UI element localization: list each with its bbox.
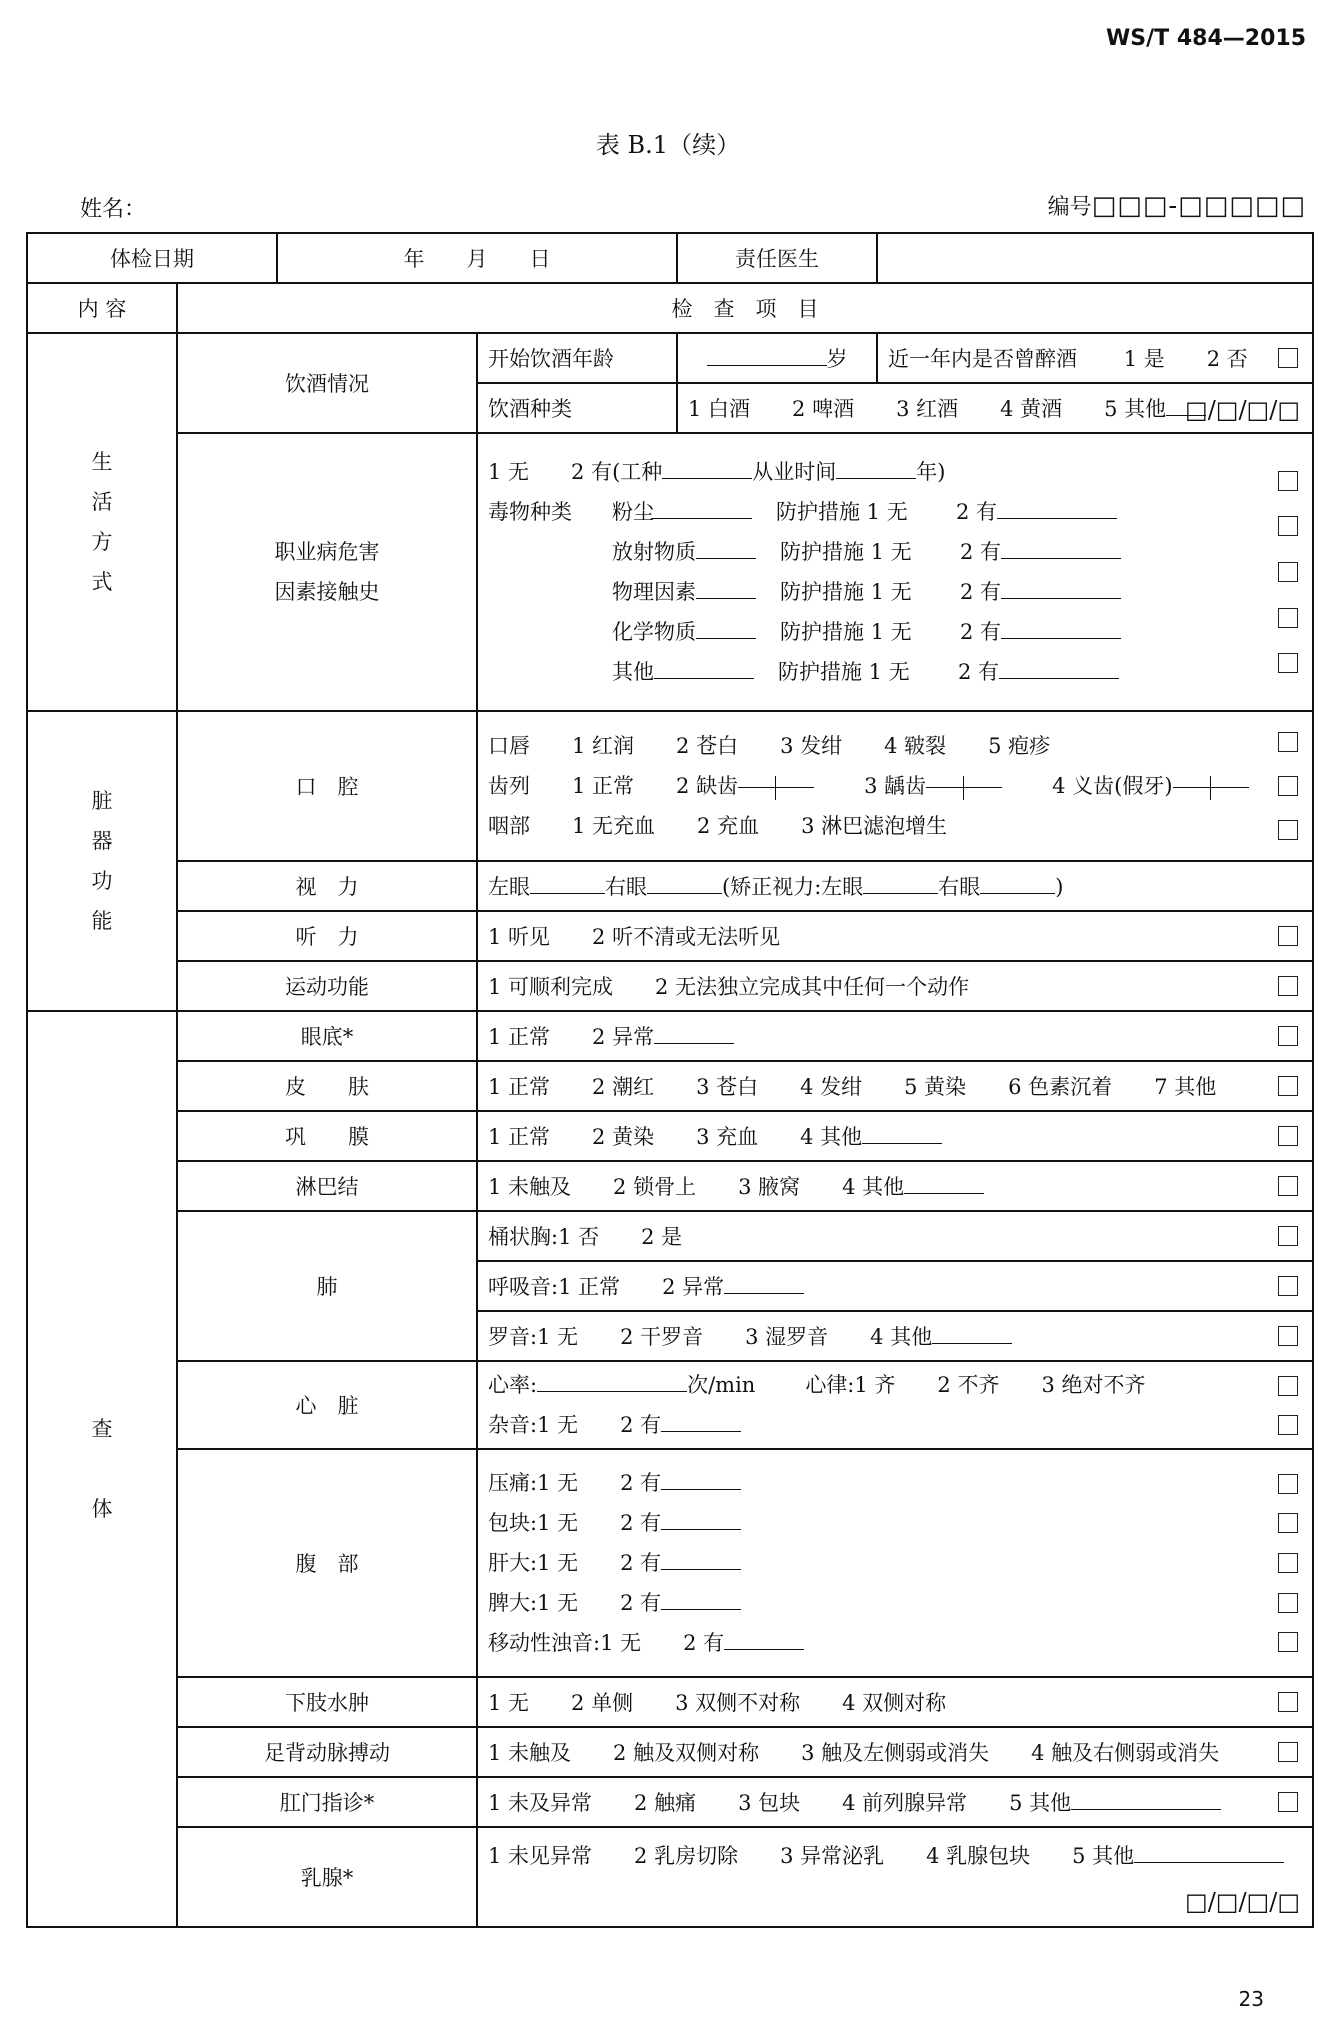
motor-label: 运动功能 bbox=[177, 961, 477, 1011]
drunk-question-text: 近一年内是否曾醉酒 bbox=[888, 347, 1077, 371]
lifestyle-group bbox=[27, 333, 177, 711]
name-label: 姓名： bbox=[80, 197, 147, 222]
toxin-label: 毒物种类 bbox=[488, 500, 572, 524]
heart-label: 心 脏 bbox=[177, 1361, 477, 1449]
hearing-text: 1 听见 2 听不清或无法听见 bbox=[488, 925, 781, 949]
protect-label: 防护措施 1 无 bbox=[776, 500, 908, 524]
checkbox[interactable] bbox=[1278, 820, 1298, 840]
rales-text: 罗音:1 无 2 干罗音 3 湿罗音 4 其他 bbox=[488, 1325, 933, 1349]
group-char: 器 bbox=[91, 829, 113, 853]
kinds-label: 饮酒种类 bbox=[477, 383, 677, 433]
number-label bbox=[1048, 190, 1306, 221]
checkbox[interactable] bbox=[1278, 1126, 1298, 1146]
toxin-item: 化学物质 bbox=[612, 620, 696, 644]
checkbox[interactable] bbox=[1278, 1792, 1298, 1812]
lung-label: 肺 bbox=[177, 1211, 477, 1361]
protect-have: 2 有 bbox=[958, 660, 1000, 684]
protect-have: 2 有 bbox=[960, 540, 1002, 564]
fundus-text: 1 正常 2 异常 bbox=[488, 1025, 655, 1049]
protect-label: 防护措施 1 无 bbox=[780, 620, 912, 644]
vision-text: 左眼 bbox=[488, 875, 530, 899]
abdomen-item: 压痛:1 无 2 有 bbox=[488, 1471, 662, 1495]
group-char: 体 bbox=[91, 1497, 113, 1521]
checkbox[interactable] bbox=[1278, 1692, 1298, 1712]
fundus-label: 眼底* bbox=[177, 1011, 477, 1061]
group-char: 脏 bbox=[91, 789, 113, 813]
standard-code: WS/T 484—2015 bbox=[1106, 26, 1306, 51]
drinking-label: 饮酒情况 bbox=[177, 333, 477, 433]
drunk-question bbox=[877, 333, 1313, 383]
checkbox[interactable] bbox=[1278, 1632, 1298, 1652]
sclera-content bbox=[477, 1111, 1313, 1161]
oral-label: 口 腔 bbox=[177, 711, 477, 861]
checkbox[interactable] bbox=[1278, 562, 1298, 582]
barrel-content bbox=[477, 1211, 1313, 1261]
occupation-label-line: 因素接触史 bbox=[274, 580, 380, 604]
tooth-grid-icon bbox=[926, 776, 1002, 800]
occupation-label-line: 职业病危害 bbox=[274, 540, 380, 564]
protect-label: 防护措施 1 无 bbox=[780, 580, 912, 604]
doctor-value[interactable] bbox=[877, 233, 1313, 283]
checkbox[interactable] bbox=[1278, 1076, 1298, 1096]
checkbox[interactable] bbox=[1278, 1553, 1298, 1573]
breath-content bbox=[477, 1261, 1313, 1311]
kinds-options bbox=[677, 383, 1313, 433]
checkbox[interactable] bbox=[1278, 653, 1298, 673]
edema-text: 1 无 2 单侧 3 双侧不对称 4 双侧对称 bbox=[488, 1691, 947, 1715]
checkbox[interactable] bbox=[1278, 608, 1298, 628]
skin-content bbox=[477, 1061, 1313, 1111]
exam-date-value[interactable]: 年 月 日 bbox=[277, 233, 677, 283]
toxin-item: 其他 bbox=[612, 660, 654, 684]
heart-rate-unit: 次/min bbox=[687, 1373, 756, 1397]
breast-content bbox=[477, 1827, 1313, 1927]
fundus-content bbox=[477, 1011, 1313, 1061]
oral-content bbox=[477, 711, 1313, 861]
hearing-content bbox=[477, 911, 1313, 961]
group-char: 功 bbox=[91, 869, 113, 893]
kinds-boxes[interactable]: □/□/□/□ bbox=[1185, 396, 1300, 424]
checkbox[interactable] bbox=[1278, 1593, 1298, 1613]
start-age-field[interactable] bbox=[677, 333, 877, 383]
motor-text: 1 可顺利完成 2 无法独立完成其中任何一个动作 bbox=[488, 975, 970, 999]
protect-label: 防护措施 1 无 bbox=[778, 660, 910, 684]
breath-text: 呼吸音:1 正常 2 异常 bbox=[488, 1275, 725, 1299]
skin-label: 皮 肤 bbox=[177, 1061, 477, 1111]
edema-content bbox=[477, 1677, 1313, 1727]
murmur-text: 杂音:1 无 2 有 bbox=[488, 1413, 662, 1437]
checkbox[interactable] bbox=[1278, 976, 1298, 996]
page-number: 23 bbox=[1238, 1987, 1264, 2011]
occupation-label bbox=[177, 433, 477, 711]
lips-line: 口唇 1 红润 2 苍白 3 发绀 4 皲裂 5 疱疹 bbox=[488, 734, 1051, 758]
checkbox[interactable] bbox=[1278, 732, 1298, 752]
checkbox[interactable] bbox=[1278, 348, 1298, 368]
pulse-content bbox=[477, 1727, 1313, 1777]
occupation-line: 年) bbox=[916, 460, 946, 484]
edema-label: 下肢水肿 bbox=[177, 1677, 477, 1727]
vision-label: 视 力 bbox=[177, 861, 477, 911]
rales-content bbox=[477, 1311, 1313, 1361]
checkbox[interactable] bbox=[1278, 776, 1298, 796]
vision-text: ) bbox=[1055, 875, 1064, 899]
barrel-text: 桶状胸:1 否 2 是 bbox=[488, 1225, 683, 1249]
rectal-text: 1 未及异常 2 触痛 3 包块 4 前列腺异常 5 其他 bbox=[488, 1791, 1072, 1815]
abdomen-content bbox=[477, 1449, 1313, 1677]
protect-have: 2 有 bbox=[960, 580, 1002, 604]
kinds-text: 1 白酒 2 啤酒 3 红酒 4 黄酒 5 其他 bbox=[688, 397, 1167, 421]
vision-content bbox=[477, 861, 1313, 911]
exam-date-label: 体检日期 bbox=[27, 233, 277, 283]
checkbox[interactable] bbox=[1278, 471, 1298, 491]
physical-group bbox=[27, 1011, 177, 1927]
toxin-item: 放射物质 bbox=[612, 540, 696, 564]
vision-text: 右眼 bbox=[938, 875, 981, 899]
pulse-text: 1 未触及 2 触及双侧对称 3 触及左侧弱或消失 4 触及右侧弱或消失 bbox=[488, 1741, 1220, 1765]
teeth-line: 4 义齿(假牙) bbox=[1052, 774, 1173, 798]
checkbox[interactable] bbox=[1278, 1176, 1298, 1196]
table-title: 表 B.1（续） bbox=[595, 131, 741, 159]
breast-text: 1 未见异常 2 乳房切除 3 异常泌乳 4 乳腺包块 5 其他 bbox=[488, 1844, 1135, 1868]
tooth-grid-icon bbox=[1173, 776, 1249, 800]
drunk-options: 1 是 2 否 bbox=[1123, 347, 1248, 371]
vision-text: 右眼 bbox=[605, 875, 647, 899]
checkbox[interactable] bbox=[1278, 1326, 1298, 1346]
occupation-line: 从业时间 bbox=[752, 460, 837, 484]
toxin-item: 物理因素 bbox=[612, 580, 696, 604]
toxin-item: 粉尘 bbox=[612, 500, 654, 524]
pulse-label: 足背动脉搏动 bbox=[177, 1727, 477, 1777]
checkbox[interactable] bbox=[1278, 1276, 1298, 1296]
group-char: 方 bbox=[91, 530, 113, 554]
protect-label: 防护措施 1 无 bbox=[780, 540, 912, 564]
group-char: 生 bbox=[91, 450, 113, 474]
checkbox[interactable] bbox=[1278, 1026, 1298, 1046]
sclera-label: 巩 膜 bbox=[177, 1111, 477, 1161]
group-char: 活 bbox=[91, 490, 113, 514]
start-age-label: 开始饮酒年龄 bbox=[477, 333, 677, 383]
items-header: 检 查 项 目 bbox=[177, 283, 1313, 333]
vision-text: (矫正视力:左眼 bbox=[722, 875, 864, 899]
breast-label: 乳腺* bbox=[177, 1827, 477, 1927]
protect-have: 2 有 bbox=[956, 500, 998, 524]
checkbox[interactable] bbox=[1278, 1376, 1298, 1396]
teeth-line: 3 龋齿 bbox=[864, 774, 927, 798]
abdomen-item: 脾大:1 无 2 有 bbox=[488, 1591, 662, 1615]
checkbox[interactable] bbox=[1278, 1415, 1298, 1435]
lymph-label: 淋巴结 bbox=[177, 1161, 477, 1211]
skin-text: 1 正常 2 潮红 3 苍白 4 发绀 5 黄染 6 色素沉着 7 其他 bbox=[488, 1075, 1217, 1099]
lymph-content bbox=[477, 1161, 1313, 1211]
teeth-line: 齿列 1 正常 2 缺齿 bbox=[488, 774, 739, 798]
motor-content bbox=[477, 961, 1313, 1011]
abdomen-item: 移动性浊音:1 无 2 有 bbox=[488, 1631, 725, 1655]
rectal-label: 肛门指诊* bbox=[177, 1777, 477, 1827]
occupation-line: 1 无 2 有(工种 bbox=[488, 460, 663, 484]
heart-rate-text: 心率: bbox=[488, 1373, 538, 1397]
group-char: 查 bbox=[91, 1417, 113, 1441]
abdomen-label: 腹 部 bbox=[177, 1449, 477, 1677]
throat-line: 咽部 1 无充血 2 充血 3 淋巴滤泡增生 bbox=[488, 814, 948, 838]
tooth-grid-icon bbox=[738, 776, 814, 800]
organs-group bbox=[27, 711, 177, 1011]
protect-have: 2 有 bbox=[960, 620, 1002, 644]
heart-rhythm-text: 心律:1 齐 2 不齐 3 绝对不齐 bbox=[805, 1373, 1146, 1397]
abdomen-item: 包块:1 无 2 有 bbox=[488, 1511, 662, 1535]
hearing-label: 听 力 bbox=[177, 911, 477, 961]
group-char: 能 bbox=[91, 909, 113, 933]
checkbox[interactable] bbox=[1278, 1513, 1298, 1533]
lymph-text: 1 未触及 2 锁骨上 3 腋窝 4 其他 bbox=[488, 1175, 905, 1199]
health-exam-table bbox=[26, 232, 1314, 1928]
checkbox[interactable] bbox=[1278, 1226, 1298, 1246]
checkbox[interactable] bbox=[1278, 926, 1298, 946]
occupation-content bbox=[477, 433, 1313, 711]
doctor-label: 责任医生 bbox=[677, 233, 877, 283]
checkbox[interactable] bbox=[1278, 516, 1298, 536]
number-boxes[interactable]: □□□-□□□□□ bbox=[1091, 191, 1306, 221]
breast-boxes[interactable]: □/□/□/□ bbox=[1185, 1888, 1300, 1916]
number-text: 编号 bbox=[1047, 195, 1092, 220]
group-char: 式 bbox=[91, 570, 113, 594]
rectal-content bbox=[477, 1777, 1313, 1827]
checkbox[interactable] bbox=[1278, 1742, 1298, 1762]
heart-content bbox=[477, 1361, 1313, 1449]
content-header: 内 容 bbox=[27, 283, 177, 333]
abdomen-item: 肝大:1 无 2 有 bbox=[488, 1551, 662, 1575]
sclera-text: 1 正常 2 黄染 3 充血 4 其他 bbox=[488, 1125, 863, 1149]
age-unit: 岁 bbox=[826, 347, 848, 371]
checkbox[interactable] bbox=[1278, 1474, 1298, 1494]
